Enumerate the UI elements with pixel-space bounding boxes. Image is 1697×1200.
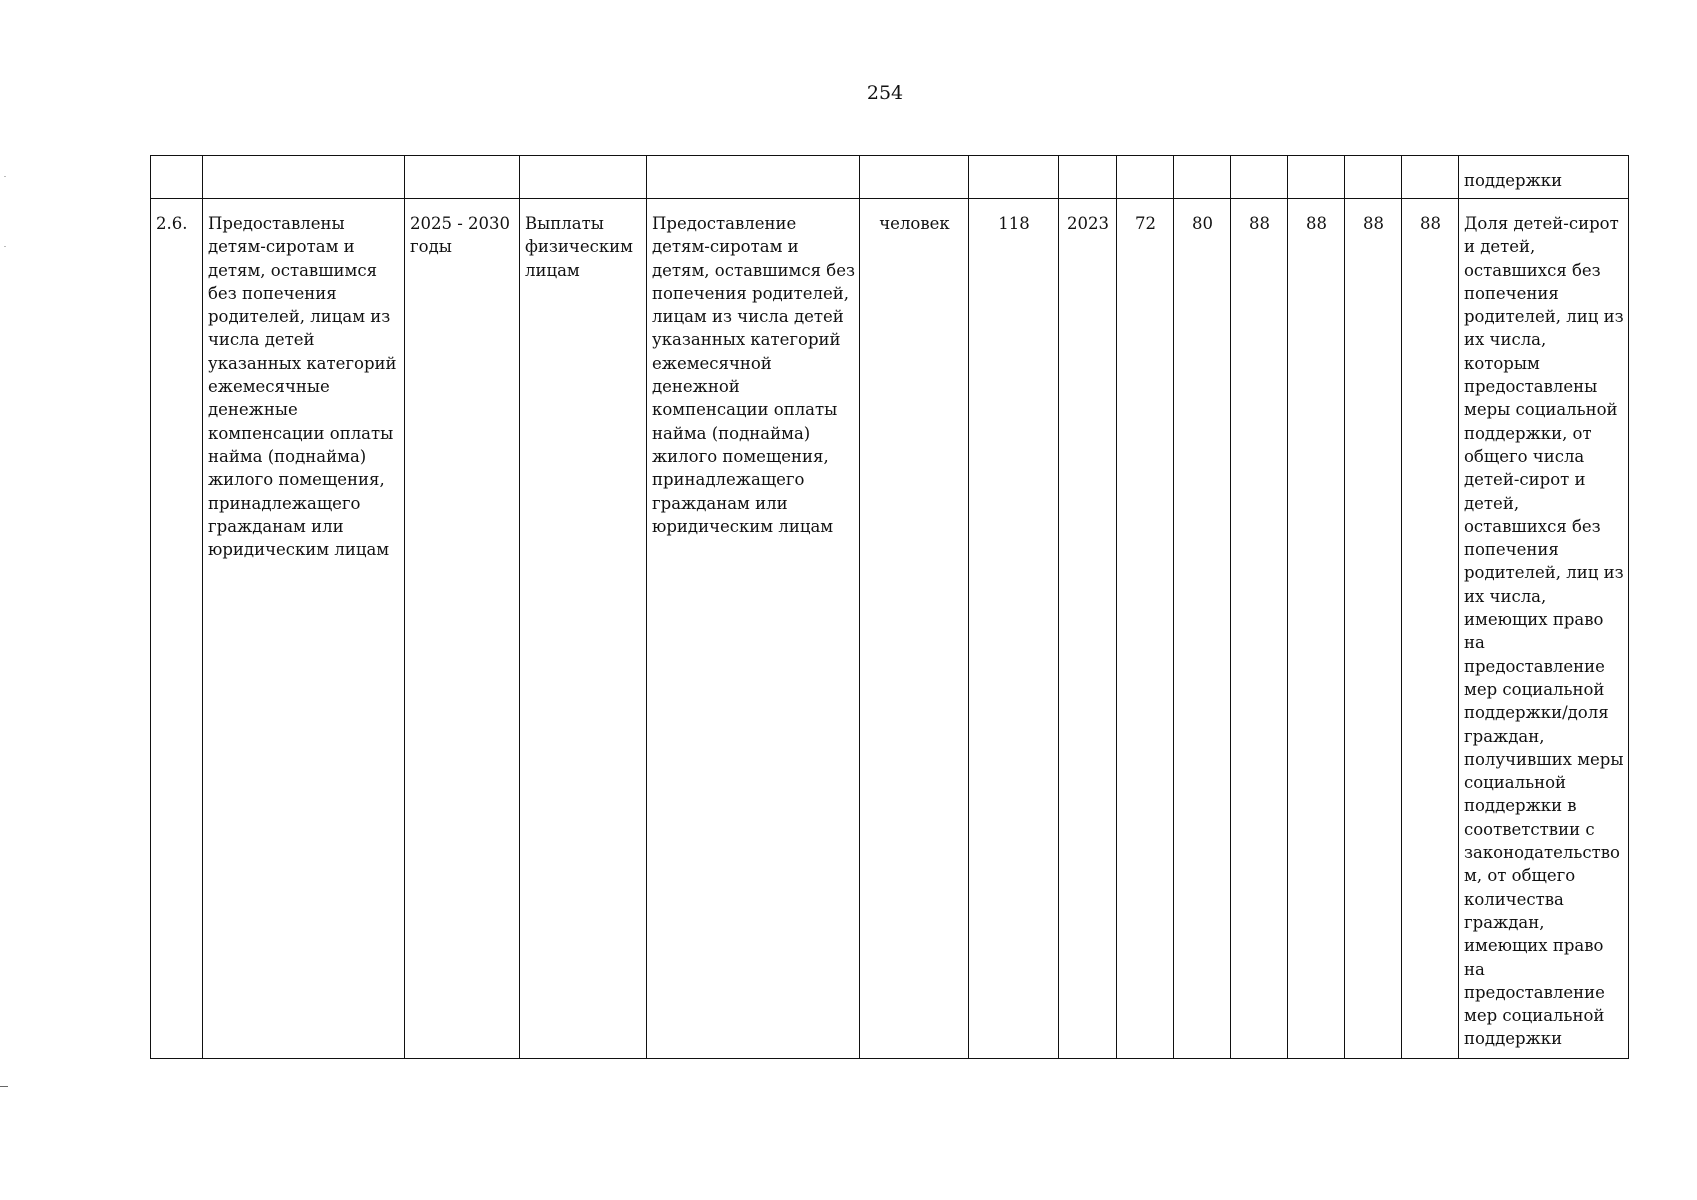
scan-mark	[4, 246, 6, 247]
row-number: 2.6.	[151, 199, 203, 1059]
value-2027: 88	[1231, 199, 1288, 1059]
unit-text: человек	[860, 199, 969, 1059]
base-year: 2023	[1059, 199, 1117, 1059]
task-text: Предоставлены детям-сиротам и детям, оставшимся без попечения родителей, лицам из числа детей указанных категорий ежемесячные денежные компенсации оплаты найма (поднайма) жилого помещения, принадлежащего гражданам или юридическим лицам	[203, 199, 405, 1059]
cell-empty	[1288, 156, 1345, 199]
value-2025: 72	[1117, 199, 1174, 1059]
value-2026: 80	[1174, 199, 1231, 1059]
scan-mark	[0, 1086, 8, 1087]
cell-empty	[1117, 156, 1174, 199]
indicator-text: Доля детей-сирот и детей, оставшихся без попечения родителей, лиц из их числа, которым предоставлены меры социальной поддержки, от общего числа детей-сирот и детей, оставшихся без попечения родителей, лиц из их числа, имеющих право на предоставление мер социальной поддержки/доля граждан, получивших меры социальной поддержки в соответствии с законодательство м, от общего количества граждан, имеющих право на предоставление мер социальной поддержки	[1459, 199, 1629, 1059]
value-2028: 88	[1288, 199, 1345, 1059]
characteristic-text: Предоставление детям-сиротам и детям, оставшимся без попечения родителей, лицам из числа детей указанных категорий ежемесячной денежной компенсации оплаты найма (поднайма) жилого помещения, принадлежащего гражданам или юридическим лицам	[647, 199, 860, 1059]
cell-empty	[1402, 156, 1459, 199]
page-number: 254	[866, 82, 904, 104]
period-text: 2025 - 2030 годы	[405, 199, 520, 1059]
cell-empty	[520, 156, 647, 199]
cell-empty	[1345, 156, 1402, 199]
cell-empty	[1174, 156, 1231, 199]
cell-empty	[1231, 156, 1288, 199]
measures-table	[150, 155, 1629, 1059]
type-text: Выплаты физическим лицам	[520, 199, 647, 1059]
carry-over-indicator-text: поддержки	[1459, 156, 1629, 199]
value-2029: 88	[1345, 199, 1402, 1059]
cell-empty	[203, 156, 405, 199]
table-row	[151, 199, 1629, 1059]
cell-empty	[151, 156, 203, 199]
cell-empty	[405, 156, 520, 199]
value-2030: 88	[1402, 199, 1459, 1059]
cell-empty	[1059, 156, 1117, 199]
cell-empty	[647, 156, 860, 199]
cell-empty	[860, 156, 969, 199]
carry-over-row	[151, 156, 1629, 199]
base-value: 118	[969, 199, 1059, 1059]
cell-empty	[969, 156, 1059, 199]
scan-mark	[4, 176, 6, 177]
